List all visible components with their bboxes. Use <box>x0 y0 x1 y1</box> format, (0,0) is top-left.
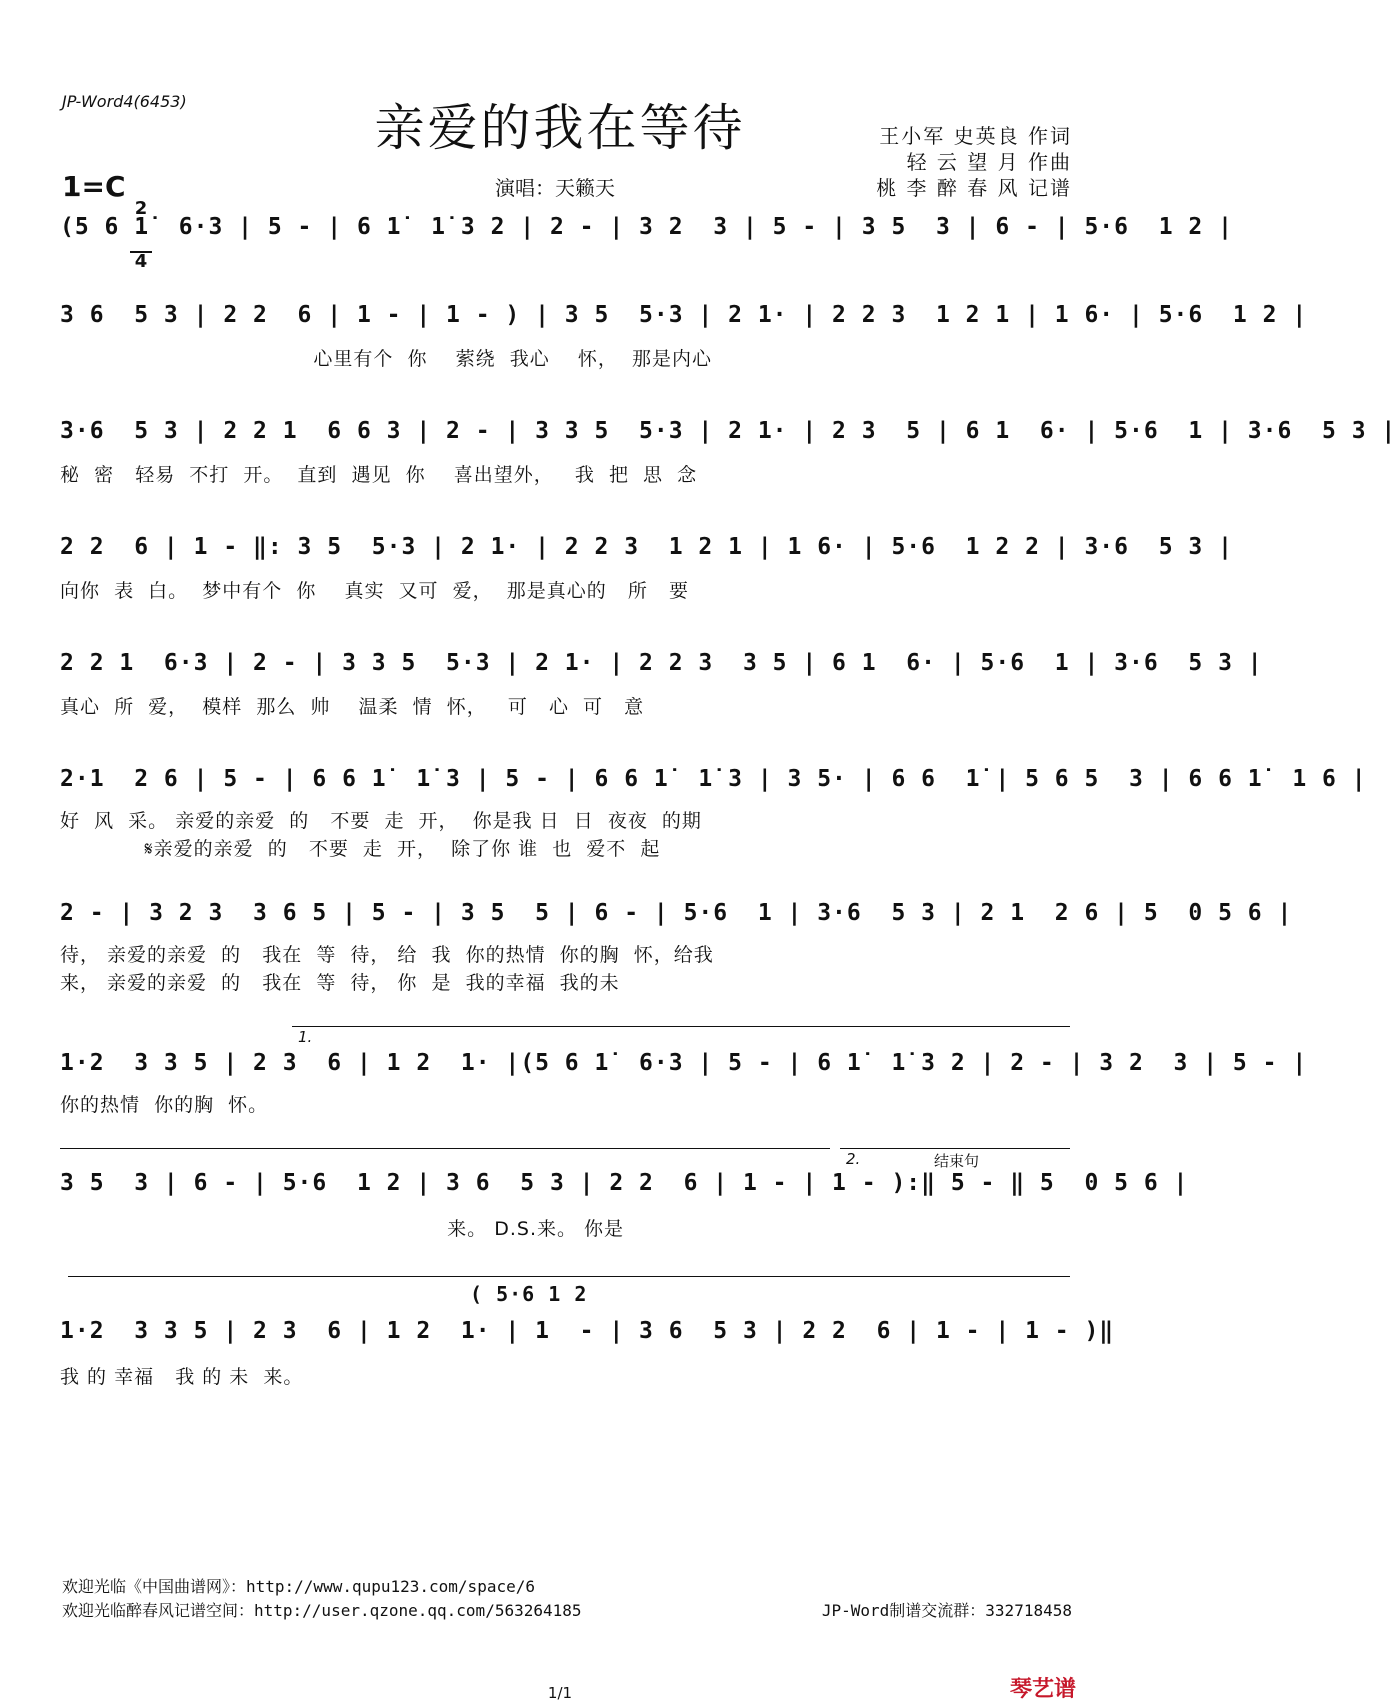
score-system: 3 6 5 3 | 2 2 6 | 1 - | 1 - ) | 3 5 5·3 | 2 1· | 2 2 3 1 2 1 | 1 6· | 5·6 1 2 | <box>60 302 1308 328</box>
system-rule <box>68 1276 1070 1277</box>
volta-bracket <box>292 1026 1070 1027</box>
score-system: 2·1 2 6 | 5 - | 6 6 1̇ 1̇ 3 | 5 - | 6 6 1̇ 1̇ 3 | 3 5· | 6 6 1̇ | 5 6 5 3 | 6 6 1̇ 1 6 | <box>60 766 1367 792</box>
lyric-line: 我 的 幸福 我 的 未 来。 <box>60 1366 304 1388</box>
score-system: 1·2 3 3 5 | 2 3 6 | 1 2 1· |(5 6 1̇ 6·3 | 5 - | 6 1̇ 1̇ 3 2 | 2 - | 3 2 3 | 5 - | <box>60 1050 1308 1076</box>
software-label: JP-Word4(6453) <box>62 92 187 111</box>
ending-label: 结束句 <box>934 1152 980 1170</box>
score-system: (5 6 1̇ 6·3 | 5 - | 6 1̇ 1̇ 3 2 | 2 - | 3 2 3 | 5 - | 3 5 3 | 6 - | 5·6 1 2 | <box>60 214 1233 240</box>
song-title: 亲爱的我在等待 <box>374 99 746 157</box>
lyricist-credit: 王小军 史英良 作词 <box>879 124 1072 148</box>
footer-link-qupu[interactable]: 欢迎光临《中国曲谱网》：http://www.qupu123.com/space/6 <box>62 1577 535 1596</box>
footer-link-qzone[interactable]: 欢迎光临醉春风记谱空间：http://user.qzone.qq.com/563264185 <box>62 1601 582 1620</box>
key-signature: 1=C <box>62 170 126 203</box>
watermark-logo: 琴艺谱 <box>1009 1677 1076 1702</box>
singer-credit: 演唱：天籁天 <box>495 176 615 200</box>
repeat-bracket <box>60 1148 830 1149</box>
page-number: 1/1 <box>547 1684 573 1702</box>
transcriber-credit: 桃 李 醉 春 风 记谱 <box>876 176 1072 200</box>
ossia-overlay: ( 5·6 1 2 <box>470 1282 588 1306</box>
lyric-line: 待， 亲爱的亲爱 的 我在 等 待， 给 我 你的热情 你的胸 怀，给我 <box>60 944 714 966</box>
score-system: 2 2 1 6·3 | 2 - | 3 3 5 5·3 | 2 1· | 2 2 3 3 5 | 6 1 6· | 5·6 1 | 3·6 5 3 | <box>60 650 1263 676</box>
lyric-line: 你的热情 你的胸 怀。 <box>60 1094 269 1116</box>
volta-1-label: 1. <box>298 1028 313 1046</box>
lyric-line: 心里有个 你 萦绕 我心 怀， 那是内心 <box>60 348 712 370</box>
score-system: 1·2 3 3 5 | 2 3 6 | 1 2 1· | 1 - | 3 6 5 3 | 2 2 6 | 1 - | 1 - )‖ <box>60 1318 1115 1344</box>
score-system: 3 5 3 | 6 - | 5·6 1 2 | 3 6 5 3 | 2 2 6 | 1 - | 1 - ):‖ 5 - ‖ 5 0 5 6 | <box>60 1170 1189 1196</box>
lyric-line: 𝄋亲爱的亲爱 的 不要 走 开， 除了你 谁 也 爱不 起 <box>60 838 661 860</box>
lyric-line: 来。 D.S.来。 你是 <box>60 1218 625 1240</box>
time-sig-bottom: 4 <box>130 251 152 270</box>
score-system: 2 - | 3 2 3 3 6 5 | 5 - | 3 5 5 | 6 - | 5·6 1 | 3·6 5 3 | 2 1 2 6 | 5 0 5 6 | <box>60 900 1293 926</box>
time-sig-top: 2 <box>134 198 148 219</box>
lyric-line: 来， 亲爱的亲爱 的 我在 等 待， 你 是 我的幸福 我的未 <box>60 972 620 994</box>
footer-group: JP-Word制谱交流群：332718458 <box>821 1601 1072 1620</box>
score-system: 2 2 6 | 1 - ‖: 3 5 5·3 | 2 1· | 2 2 3 1 2 1 | 1 6· | 5·6 1 2 2 | 3·6 5 3 | <box>60 534 1233 560</box>
lyric-line: 真心 所 爱， 模样 那么 帅 温柔 情 怀， 可 心 可 意 <box>60 696 645 718</box>
volta-bracket <box>840 1148 1070 1149</box>
lyric-line: 向你 表 白。 梦中有个 你 真实 又可 爱， 那是真心的 所 要 <box>60 580 689 602</box>
lyric-line: 好 风 采。 亲爱的亲爱 的 不要 走 开， 你是我 日 日 夜夜 的期 <box>60 810 702 832</box>
score-system: 3·6 5 3 | 2 2 1 6 6 3 | 2 - | 3 3 5 5·3 | 2 1· | 2 3 5 | 6 1 6· | 5·6 1 | 3·6 5 3 | <box>60 418 1396 444</box>
volta-2-label: 2. <box>846 1150 861 1168</box>
composer-credit: 轻 云 望 月 作曲 <box>906 150 1072 174</box>
lyric-line: 秘 密 轻易 不打 开。 直到 遇见 你 喜出望外， 我 把 思 念 <box>60 464 698 486</box>
